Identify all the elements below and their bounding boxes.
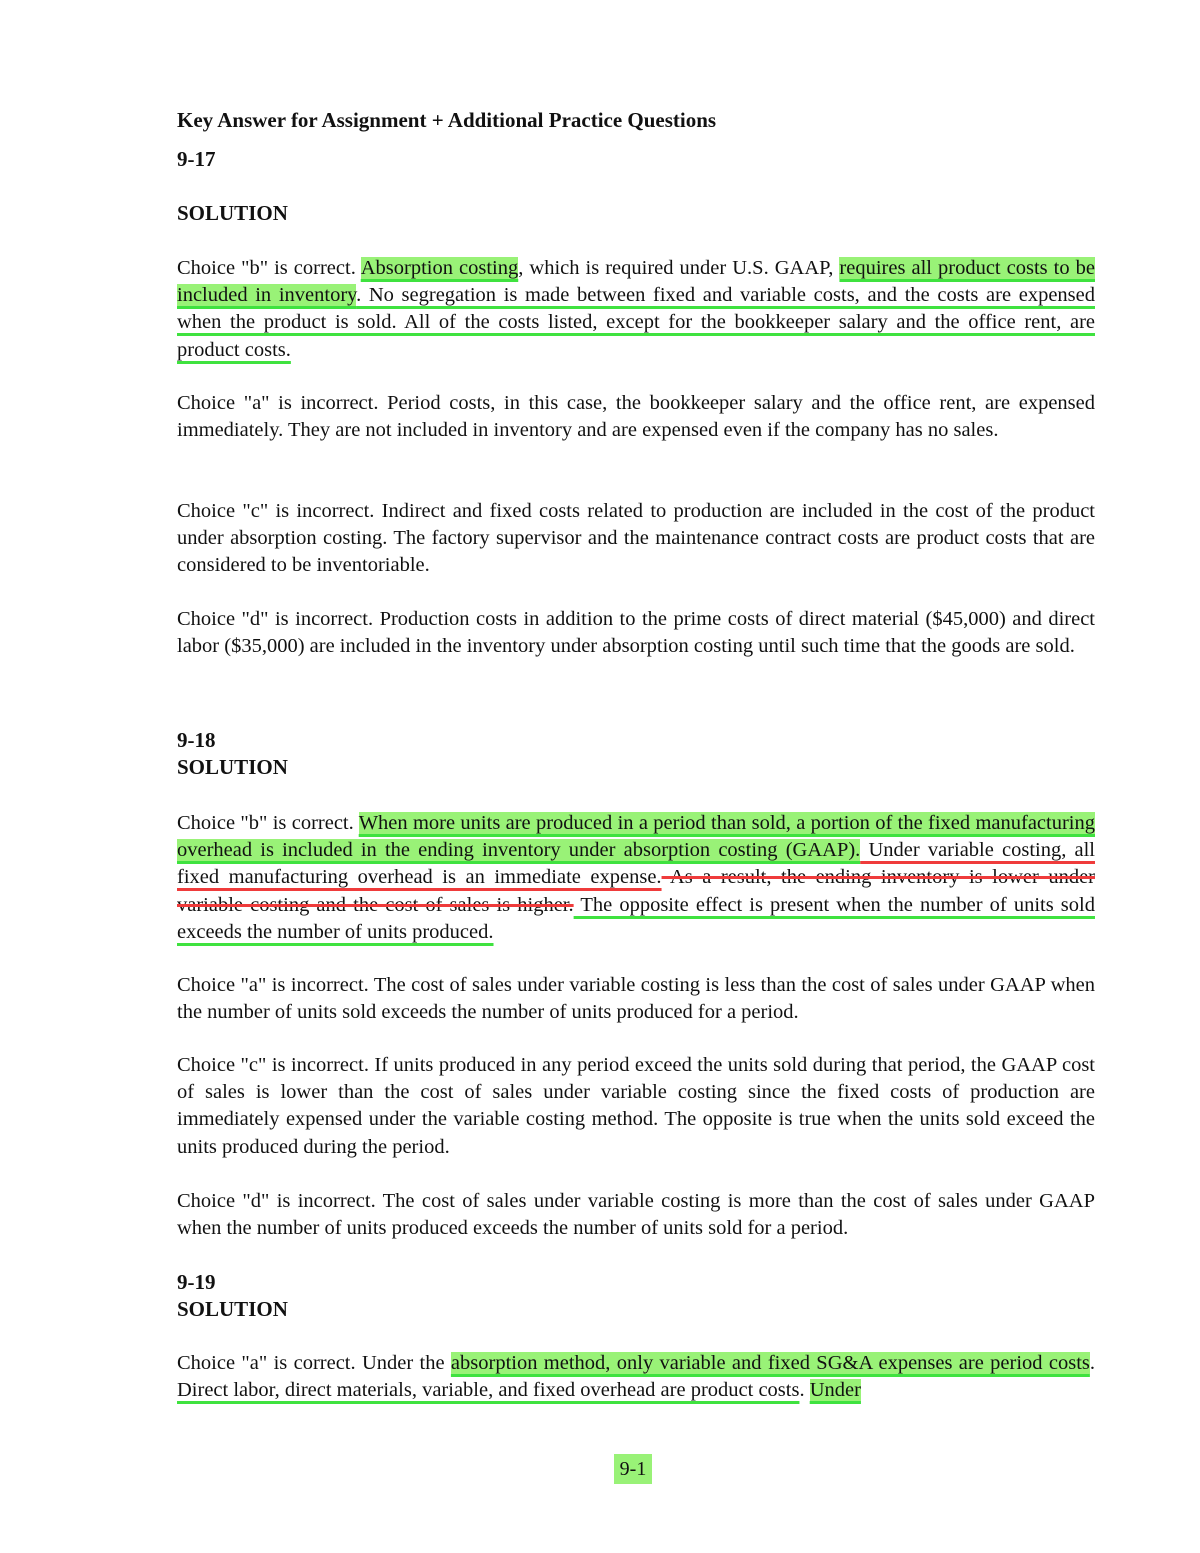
underline-direct-labor: Direct labor, direct materials, variable, and fixed overhead are product costs: [177, 1379, 800, 1402]
choice-a-9-19: [177, 1350, 1095, 1404]
choice-a-9-18: Choice "a" is incorrect. The cost of sales under variable costing is less than the cost of sales under GAAP when the number of units sold exceeds the number of units produced for a period.: [177, 974, 1095, 1024]
highlight-requires-all-product-costs: requires all product costs to be included in inventory: [177, 257, 1095, 307]
highlight-absorption-method: absorption method, only variable and fixed SG&A expenses are period costs: [450, 1352, 1090, 1374]
choice-b-9-17: [177, 255, 1095, 364]
choice-d-9-18: Choice "d" is incorrect. The cost of sales under variable costing is more than the cost of sales under GAAP when the number of units produced exceeds the number of units sold for a period.: [177, 1190, 1095, 1240]
punctuation: .: [1089, 1352, 1096, 1374]
document-title: Key Answer for Assignment + Additional Practice Questions: [177, 108, 717, 132]
solution-heading-9-17: SOLUTION: [177, 201, 288, 225]
underline-no-segregation: . No segregation is made between fixed and variable costs, and the costs are expensed when the product is sold. All of the costs listed, except for the bookkeeper salary and the office rent, are product costs.: [177, 284, 1095, 361]
strikethrough-as-a-result: As a result, the ending inventory is lower under variable costing and the cost of sales is higher.: [177, 866, 1095, 916]
choice-a-9-17: Choice "a" is incorrect. Period costs, in this case, the bookkeeper salary and the office rent, are expensed immediately. They are not included in inventory and are expensed even if the company has no sales.: [177, 392, 1095, 442]
page-number: 9-1: [614, 1454, 652, 1484]
punctuation: .: [799, 1379, 810, 1402]
solution-heading-9-18: SOLUTION: [177, 755, 288, 779]
highlight-absorption-costing: Absorption costing: [360, 257, 519, 279]
choice-c-9-17: Choice "c" is incorrect. Indirect and fixed costs related to production are included in the cost of the product under absorption costing. The factory supervisor and the maintenance contract costs are product costs that are considered to be inventoriable.: [177, 500, 1095, 577]
solution-heading-9-19: SOLUTION: [177, 1297, 288, 1321]
choice-c-9-18: Choice "c" is incorrect. If units produced in any period exceed the units sold during that period, the GAAP cost of sales is lower than the cost of sales under variable costing since the fixed costs of production are immediately expensed under the variable costing method. The opposite is true when the units sold exceed the units produced during the period.: [177, 1054, 1095, 1158]
choice-b-lead: Choice "b" is correct.: [177, 257, 361, 279]
highlight-more-units-produced: When more units are produced in a period than sold, a portion of the fixed manufacturing overhead is included in the ending inventory under absorption costing (GAAP).: [177, 812, 1095, 862]
choice-a-lead: Choice "a" is correct. Under the: [177, 1352, 451, 1374]
choice-b-9-18: [177, 810, 1095, 946]
question-number-9-19: 9-19: [177, 1270, 216, 1294]
choice-b-lead: Choice "b" is correct.: [177, 812, 359, 834]
underline-variable-costing-expense: Under variable costing, all fixed manufacturing overhead is an immediate expense.: [177, 839, 1095, 889]
question-number-9-18: 9-18: [177, 728, 216, 752]
question-number-9-17: 9-17: [177, 147, 216, 171]
highlight-under: Under: [809, 1379, 861, 1402]
choice-d-9-17: Choice "d" is incorrect. Production costs in addition to the prime costs of direct material ($45,000) and direct labor ($35,000) are included in the inventory under absorption costing until such time that the goods are sold.: [177, 608, 1095, 658]
choice-b-text: , which is required under U.S. GAAP,: [518, 257, 840, 279]
underline-opposite-effect: The opposite effect is present when the number of units sold exceeds the number of units produced.: [177, 893, 1095, 943]
